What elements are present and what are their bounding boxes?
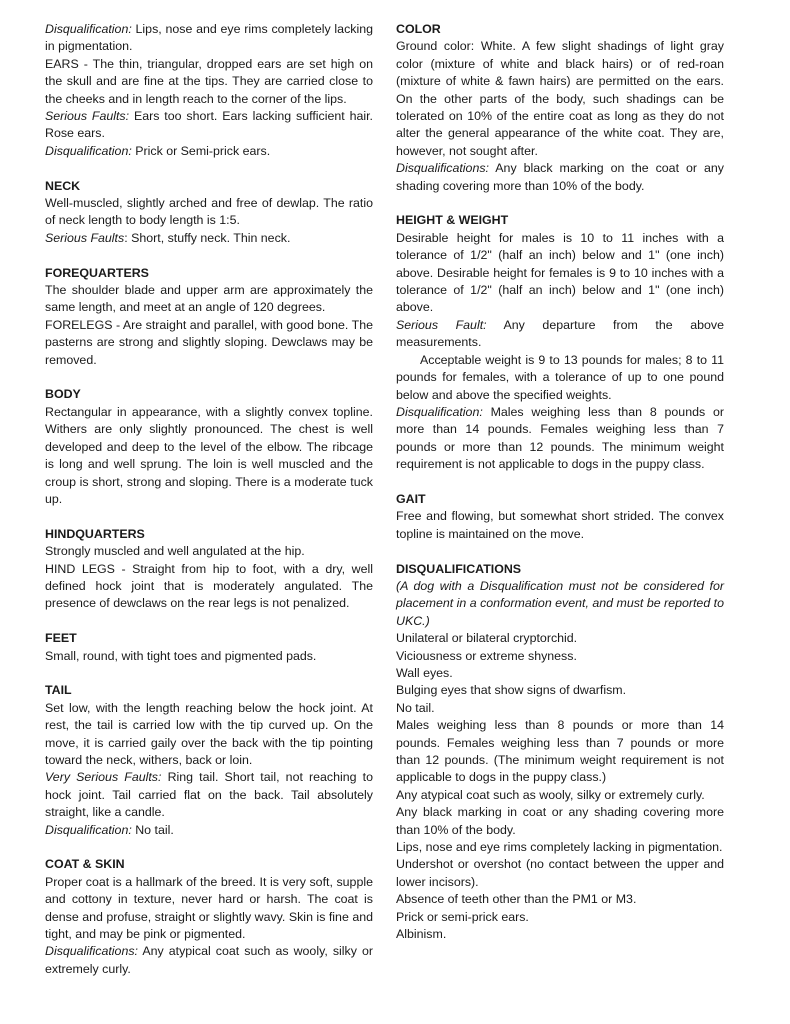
text: Males weighing less than 8 pounds or more than 14 pounds. Females weighing less than 7 pounds or more than 12 pounds. The minimum weight requirement is not applicable to dogs in the puppy class. (396, 404, 724, 472)
section-heading: COLOR (396, 22, 441, 36)
list-item: Absence of teeth other than the PM1 or M3. (396, 892, 637, 907)
neck-faults (45, 230, 373, 247)
body-text: Rectangular in appearance, with a slightly convex topline. Withers are only slightly pronounced. The chest is well developed and deep to the level of the elbow. The ribcage is long and well sprung. The loin is well muscled and the croup is short, strong and sloping. There is a moderate tuck up. (45, 404, 373, 506)
gait-text: Free and flowing, but somewhat short strided. The convex topline is maintained on the move. (396, 509, 724, 541)
list-item: Prick or semi-prick ears. (396, 909, 529, 924)
ears-disqualification (45, 143, 373, 160)
feet-section (45, 630, 373, 665)
label: Disqualification: (396, 404, 483, 419)
text: Ears too short. Ears lacking sufficient hair. Rose ears. (45, 109, 373, 141)
text: Any departure from the above measurements. (396, 317, 724, 350)
ears-text: EARS - The thin, triangular, dropped ears are set high on the skull and are fine at the tips. They are carried close to the cheeks and in length reach to the corner of the lips. (45, 56, 373, 106)
disqualifications-note: (A dog with a Disqualification must not be considered for placement in a conformation event, and must be reported to UKC.) (396, 578, 724, 628)
hind-legs-text: HIND LEGS - Straight from hip to foot, with a dry, well defined hock joint that is moderately angulated. The presence of dewclaws on the rear legs is not penalized. (45, 561, 373, 611)
forelegs-text: FORELEGS - Are straight and parallel, with good bone. The pasterns are strong and slightly sloping. Dewclaws may be removed. (45, 317, 373, 367)
weight-disqualification (396, 404, 724, 474)
text: Ring tail. Short tail, not reaching to hock joint. Tail carried flat on the back. Tail absolutely straight, like a candle. (45, 770, 373, 820)
hindquarters-text: Strongly muscled and well angulated at the hip. (45, 544, 305, 559)
height-fault (396, 317, 724, 352)
list-item: Wall eyes. (396, 665, 453, 680)
ears-section (45, 21, 373, 160)
text: No tail. (131, 822, 174, 837)
list-item: Unilateral or bilateral cryptorchid. (396, 631, 578, 646)
forequarters-section (45, 265, 373, 369)
label: Serious Faults (45, 230, 125, 245)
section-heading: HEIGHT & WEIGHT (396, 213, 509, 228)
disqualifications-section (396, 561, 724, 944)
text: Prick or Semi-prick ears. (131, 143, 271, 158)
section-heading: FEET (45, 631, 77, 646)
tail-faults (45, 769, 373, 821)
neck-section (45, 178, 373, 248)
list-item: Bulging eyes that show signs of dwarfism. (396, 683, 627, 698)
label: Very Serious Faults: (45, 770, 162, 785)
forequarters-text: The shoulder blade and upper arm are approximately the same length, and meet at an angle of 120 degrees. (45, 283, 373, 315)
list-item: Lips, nose and eye rims completely lacking in pigmentation. (396, 840, 723, 855)
color-section (396, 21, 724, 195)
text: Any black marking on the coat or any shading covering more than 10% of the body. (396, 161, 724, 193)
coat-disqualification (45, 943, 373, 978)
section-heading: HINDQUARTERS (45, 526, 145, 541)
list-item: Males weighing less than 8 pounds or more than 14 pounds. Females weighing less than 7 pounds or more than 12 pounds. (The minimum weight requirement is not applicable to dogs in the puppy class.) (396, 718, 724, 785)
coat-section (45, 856, 373, 978)
label: Serious Faults: (45, 109, 130, 124)
list-item: Any black marking in coat or any shading covering more than 10% of the body. (396, 805, 724, 837)
tail-disqualification (45, 822, 373, 839)
tail-section (45, 682, 373, 839)
lips-disqualification (45, 21, 373, 56)
hindquarters-section (45, 526, 373, 613)
list-item: Albinism. (396, 927, 447, 942)
text: : Short, stuffy neck. Thin neck. (124, 230, 291, 245)
section-heading: FOREQUARTERS (45, 265, 149, 280)
list-item: No tail. (396, 700, 435, 715)
section-heading: BODY (45, 387, 81, 402)
section-heading: DISQUALIFICATIONS (396, 561, 522, 576)
feet-text: Small, round, with tight toes and pigmented pads. (45, 648, 317, 663)
list-item: Viciousness or extreme shyness. (396, 648, 577, 663)
label: Disqualification: (45, 22, 132, 36)
ears-faults (45, 108, 373, 143)
list-item: Undershot or overshot (no contact between the upper and lower incisors). (396, 857, 724, 889)
list-item: Any atypical coat such as wooly, silky or extremely curly. (396, 787, 705, 802)
height-weight-section (396, 212, 724, 473)
label: Disqualification: (45, 143, 132, 158)
label: Disqualifications: (45, 944, 138, 959)
right-column (396, 21, 724, 961)
left-column (45, 21, 373, 996)
section-heading: TAIL (45, 683, 72, 698)
height-text: Desirable height for males is 10 to 11 inches with a tolerance of 1/2" (half an inch) below and 1" (one inch) above. Desirable height for females is 9 to 10 inches with a tolerance of 1/2" (half an inch) below and 1" (one inch) above. (396, 230, 724, 315)
color-disqualification (396, 160, 724, 195)
text: Lips, nose and eye rims completely lacking in pigmentation. (45, 22, 373, 54)
neck-text: Well-muscled, slightly arched and free of dewlap. The ratio of neck length to body length is 1:5. (45, 196, 373, 228)
section-heading: NECK (45, 178, 81, 193)
section-heading: COAT & SKIN (45, 857, 125, 872)
color-text: Ground color: White. A few slight shadings of light gray color (mixture of white and black hairs) or of red-roan (mixture of white & fawn hairs) are permitted on the ears. On the other parts of the body, such shadings can be tolerated on 10% of the entire coat as long as they do not alter the general appearance of the white coat. They are, however, not sought after. (396, 39, 724, 158)
label: Disqualification: (45, 822, 132, 837)
text: Any atypical coat such as wooly, silky or extremely curly. (45, 944, 373, 976)
tail-text: Set low, with the length reaching below the hock joint. At rest, the tail is carried low with the tip curved up. On the move, it is carried gaily over the back with the tip pointing toward the neck, withers, back or loin. (45, 700, 373, 767)
gait-section (396, 491, 724, 543)
weight-text: Acceptable weight is 9 to 13 pounds for males; 8 to 11 pounds for females, with a tolerance of up to one pound below and above the specified weights. (396, 352, 724, 402)
body-section (45, 386, 373, 508)
label: Serious Fault: (396, 317, 487, 332)
section-heading: GAIT (396, 491, 426, 506)
label: Disqualifications: (396, 161, 489, 176)
coat-text: Proper coat is a hallmark of the breed. It is very soft, supple and cottony in texture, never hard or harsh. The coat is dense and profuse, straight or slightly wavy. Skin is fine and tight, and may be pink or pigmented. (45, 874, 373, 942)
